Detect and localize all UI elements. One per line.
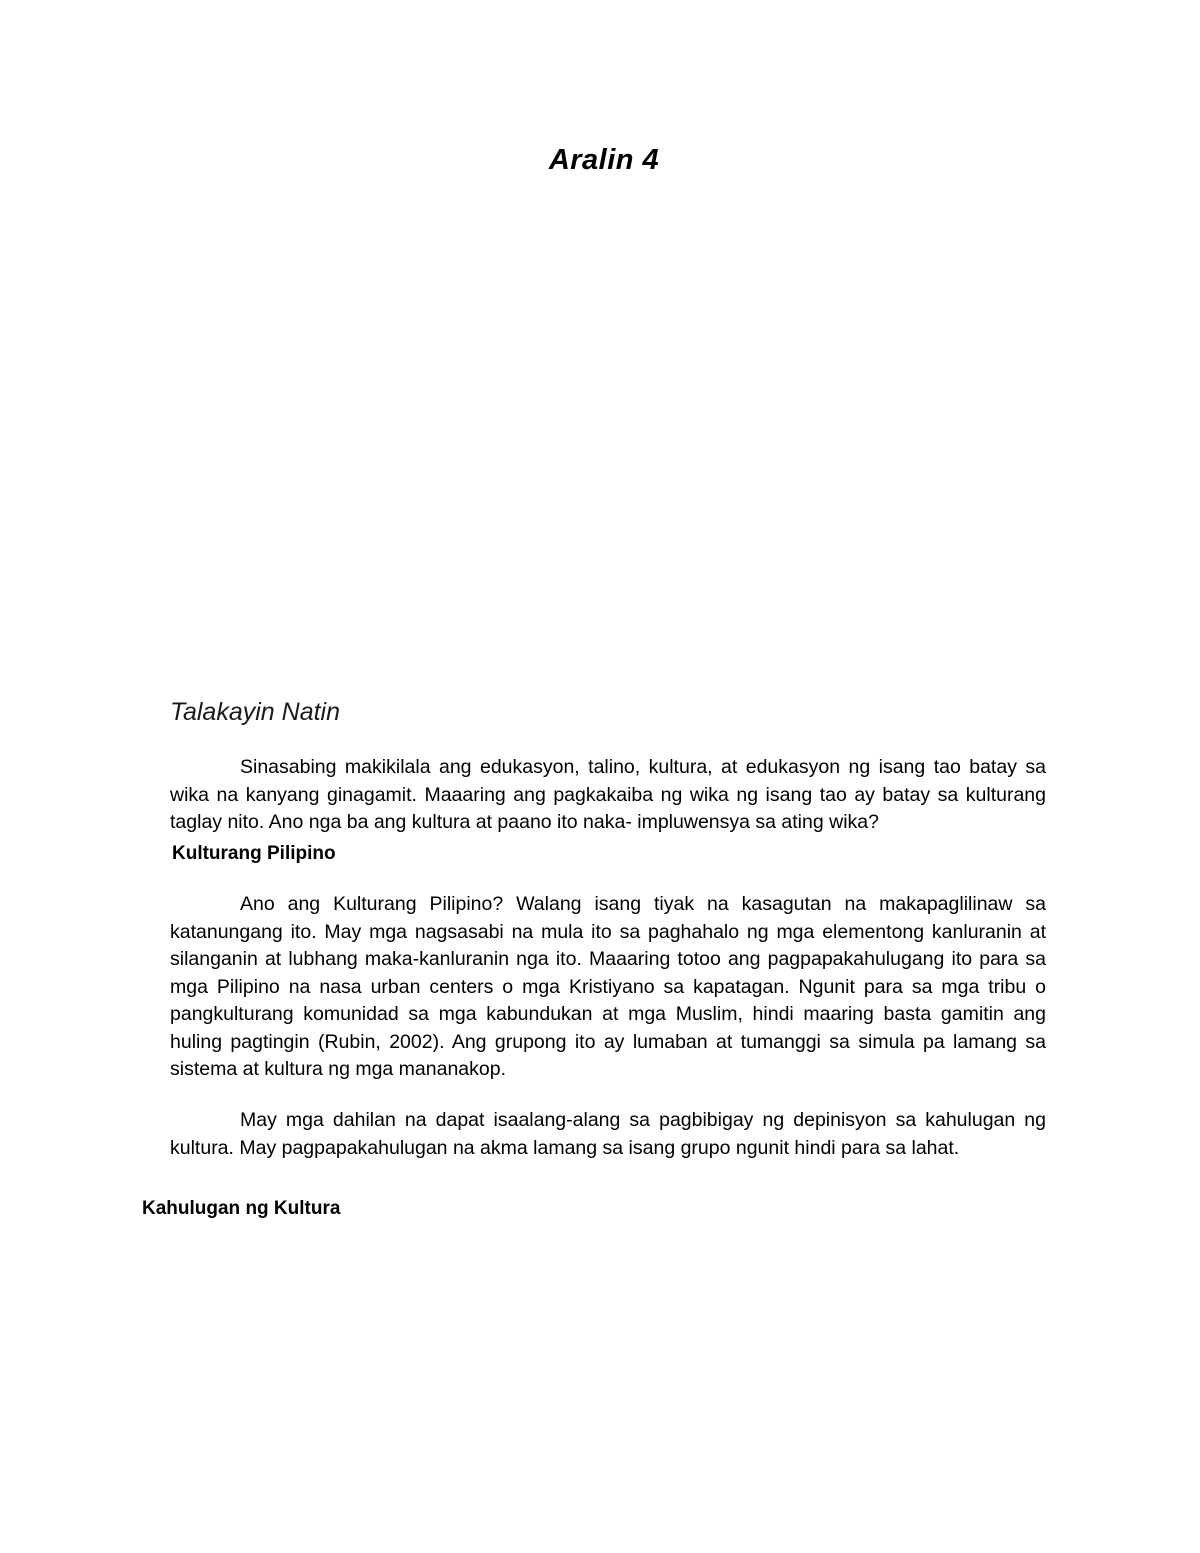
paragraph-kulturang-pilipino: Ano ang Kulturang Pilipino? Walang isang tiyak na kasagutan na makapaglilinaw sa katanungang ito. May mga nagsasabi na mula ito sa paghahalo ng mga elementong kanluranin at silanganin at lubhang maka-kanluranin nga ito. Maaaring totoo ang pagpapakahulugang ito para sa mga Pilipino na nasa urban centers o mga Kristiyano sa kapatagan. Ngunit para sa mga tribu o pangkulturang komunidad sa mga kabundukan at mga Muslim, hindi maaring basta gamitin ang huling pagtingin (Rubin, 2002). Ang grupong ito ay lumaban at tumanggi sa simula pa lamang sa sistema at kultura ng mga mananakop. [170, 893, 1046, 1080]
subheading-kahulugan-ng-kultura: Kahulugan ng Kultura [142, 1198, 341, 1219]
lesson-title: Aralin 4 [548, 144, 660, 176]
section-title: Talakayin Natin [170, 698, 341, 726]
subheading-kulturang-pilipino: Kulturang Pilipino [172, 843, 336, 864]
paragraph-intro: Sinasabing makikilala ang edukasyon, talino, kultura, at edukasyon ng isang tao batay sa wika na kanyang ginagamit. Maaaring ang pagkakaiba ng wika ng isang tao ay batay sa kulturang taglay nito. Ano nga ba ang kultura at paano ito naka- impluwensya sa ating wika? [170, 756, 1046, 833]
paragraph-depinisyon: May mga dahilan na dapat isaalang-alang sa pagbibigay ng depinisyon sa kahulugan ng kultura. May pagpapakahulugan na akma lamang sa isang grupo ngunit hindi para sa lahat. [170, 1109, 1046, 1159]
